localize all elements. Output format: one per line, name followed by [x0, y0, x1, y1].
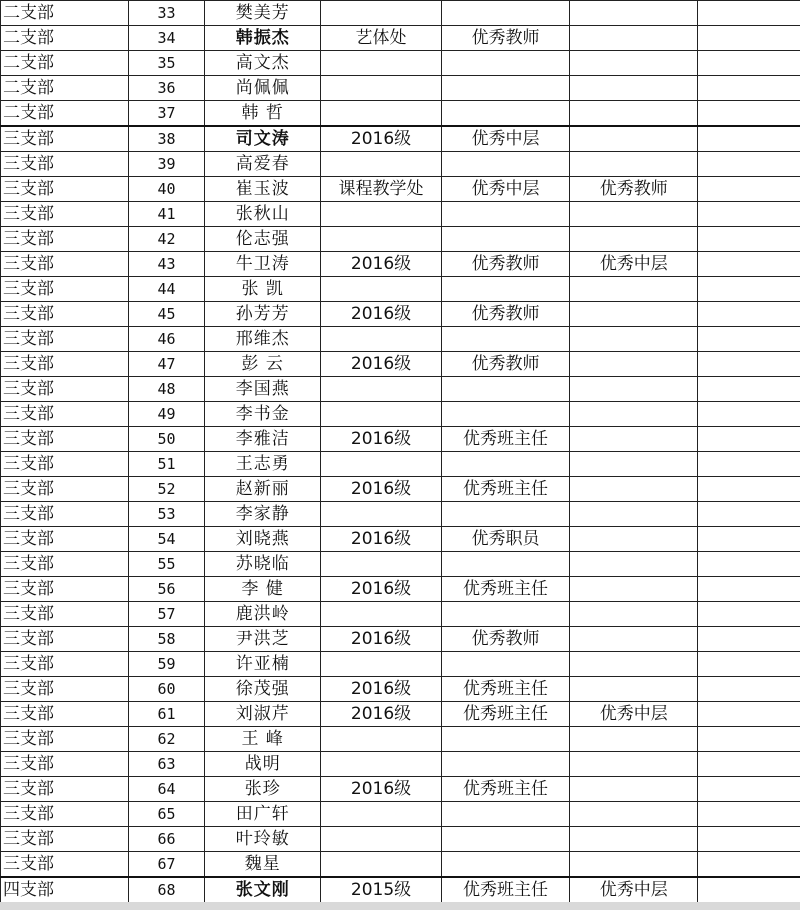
department-cell[interactable]: 三支部 [1, 302, 129, 327]
second-honor-cell[interactable] [570, 377, 698, 402]
number-cell[interactable]: 44 [128, 277, 204, 302]
unit-cell[interactable] [321, 101, 442, 127]
second-honor-cell[interactable] [570, 352, 698, 377]
honor-cell[interactable] [441, 452, 569, 477]
empty-cell[interactable] [698, 677, 800, 702]
unit-cell[interactable]: 2016级 [321, 627, 442, 652]
honor-cell[interactable]: 优秀中层 [441, 126, 569, 152]
second-honor-cell[interactable] [570, 677, 698, 702]
second-honor-cell[interactable] [570, 527, 698, 552]
number-cell[interactable]: 63 [128, 752, 204, 777]
second-honor-cell[interactable] [570, 752, 698, 777]
empty-cell[interactable] [698, 26, 800, 51]
name-cell[interactable]: 李雅洁 [205, 427, 321, 452]
empty-cell[interactable] [698, 602, 800, 627]
empty-cell[interactable] [698, 277, 800, 302]
name-cell[interactable]: 崔玉波 [205, 177, 321, 202]
number-cell[interactable]: 43 [128, 252, 204, 277]
empty-cell[interactable] [698, 752, 800, 777]
department-cell[interactable]: 三支部 [1, 452, 129, 477]
empty-cell[interactable] [698, 427, 800, 452]
empty-cell[interactable] [698, 302, 800, 327]
name-cell[interactable]: 王志勇 [205, 452, 321, 477]
department-cell[interactable]: 二支部 [1, 26, 129, 51]
honor-cell[interactable] [441, 51, 569, 76]
unit-cell[interactable] [321, 802, 442, 827]
number-cell[interactable]: 54 [128, 527, 204, 552]
unit-cell[interactable]: 2016级 [321, 777, 442, 802]
number-cell[interactable]: 59 [128, 652, 204, 677]
second-honor-cell[interactable] [570, 126, 698, 152]
number-cell[interactable]: 45 [128, 302, 204, 327]
empty-cell[interactable] [698, 652, 800, 677]
table-row [1, 802, 800, 827]
table-row [1, 602, 800, 627]
table-row [1, 402, 800, 427]
second-honor-cell[interactable] [570, 727, 698, 752]
unit-cell[interactable] [321, 152, 442, 177]
unit-cell[interactable] [321, 452, 442, 477]
honor-cell[interactable]: 优秀班主任 [441, 677, 569, 702]
number-cell[interactable]: 46 [128, 327, 204, 352]
second-honor-cell[interactable] [570, 502, 698, 527]
unit-cell[interactable] [321, 652, 442, 677]
name-cell[interactable]: 魏星 [205, 852, 321, 878]
unit-cell[interactable]: 2016级 [321, 527, 442, 552]
second-honor-cell[interactable] [570, 577, 698, 602]
number-cell[interactable]: 33 [128, 1, 204, 26]
second-honor-cell[interactable] [570, 777, 698, 802]
second-honor-cell[interactable] [570, 277, 698, 302]
department-cell[interactable]: 三支部 [1, 252, 129, 277]
honor-cell[interactable]: 优秀教师 [441, 252, 569, 277]
empty-cell[interactable] [698, 252, 800, 277]
table-row [1, 777, 800, 802]
honor-cell[interactable]: 优秀职员 [441, 527, 569, 552]
empty-cell[interactable] [698, 727, 800, 752]
name-cell[interactable]: 刘晓燕 [205, 527, 321, 552]
department-cell[interactable]: 三支部 [1, 627, 129, 652]
table-row [1, 177, 800, 202]
empty-cell[interactable] [698, 352, 800, 377]
department-cell[interactable]: 三支部 [1, 502, 129, 527]
department-cell[interactable]: 三支部 [1, 327, 129, 352]
table-row [1, 352, 800, 377]
honor-cell[interactable] [441, 802, 569, 827]
number-cell[interactable]: 38 [128, 126, 204, 152]
name-cell[interactable]: 张秋山 [205, 202, 321, 227]
honor-cell[interactable]: 优秀教师 [441, 627, 569, 652]
name-cell[interactable]: 牛卫涛 [205, 252, 321, 277]
empty-cell[interactable] [698, 177, 800, 202]
department-cell[interactable]: 三支部 [1, 602, 129, 627]
department-cell[interactable]: 三支部 [1, 152, 129, 177]
department-cell[interactable]: 三支部 [1, 277, 129, 302]
empty-cell[interactable] [698, 327, 800, 352]
unit-cell[interactable] [321, 602, 442, 627]
number-cell[interactable]: 36 [128, 76, 204, 101]
honor-cell[interactable]: 优秀班主任 [441, 477, 569, 502]
honor-cell[interactable]: 优秀班主任 [441, 777, 569, 802]
empty-cell[interactable] [698, 101, 800, 127]
honor-cell[interactable]: 优秀教师 [441, 352, 569, 377]
department-cell[interactable]: 三支部 [1, 802, 129, 827]
table-row [1, 727, 800, 752]
second-honor-cell[interactable] [570, 427, 698, 452]
honor-cell[interactable] [441, 152, 569, 177]
unit-cell[interactable]: 2016级 [321, 302, 442, 327]
honor-cell[interactable] [441, 277, 569, 302]
name-cell[interactable]: 邢维杰 [205, 327, 321, 352]
unit-cell[interactable] [321, 377, 442, 402]
honor-cell[interactable] [441, 552, 569, 577]
name-cell[interactable]: 樊美芳 [205, 1, 321, 26]
number-cell[interactable]: 47 [128, 352, 204, 377]
unit-cell[interactable] [321, 552, 442, 577]
name-cell[interactable]: 苏晓临 [205, 552, 321, 577]
empty-cell[interactable] [698, 126, 800, 152]
table-row [1, 752, 800, 777]
honor-cell[interactable]: 优秀中层 [441, 177, 569, 202]
second-honor-cell[interactable] [570, 827, 698, 852]
horizontal-scrollbar[interactable] [0, 902, 800, 910]
honor-cell[interactable] [441, 227, 569, 252]
department-cell[interactable]: 三支部 [1, 427, 129, 452]
unit-cell[interactable] [321, 827, 442, 852]
unit-cell[interactable] [321, 502, 442, 527]
table-row [1, 377, 800, 402]
name-cell[interactable]: 王 峰 [205, 727, 321, 752]
empty-cell[interactable] [698, 502, 800, 527]
unit-cell[interactable] [321, 327, 442, 352]
name-cell[interactable]: 赵新丽 [205, 477, 321, 502]
table-row [1, 302, 800, 327]
second-honor-cell[interactable] [570, 26, 698, 51]
table-row [1, 76, 800, 101]
second-honor-cell[interactable] [570, 852, 698, 878]
number-cell[interactable]: 64 [128, 777, 204, 802]
name-cell[interactable]: 战明 [205, 752, 321, 777]
number-cell[interactable]: 66 [128, 827, 204, 852]
unit-cell[interactable] [321, 727, 442, 752]
unit-cell[interactable]: 课程教学处 [321, 177, 442, 202]
honor-cell[interactable]: 优秀班主任 [441, 702, 569, 727]
name-cell[interactable]: 李家静 [205, 502, 321, 527]
table-row [1, 827, 800, 852]
second-honor-cell[interactable] [570, 302, 698, 327]
empty-cell[interactable] [698, 1, 800, 26]
unit-cell[interactable]: 2016级 [321, 677, 442, 702]
name-cell[interactable]: 张珍 [205, 777, 321, 802]
name-cell[interactable]: 刘淑芹 [205, 702, 321, 727]
empty-cell[interactable] [698, 452, 800, 477]
name-cell[interactable]: 李书金 [205, 402, 321, 427]
empty-cell[interactable] [698, 402, 800, 427]
table-row [1, 101, 800, 127]
name-cell[interactable]: 叶玲敏 [205, 827, 321, 852]
unit-cell[interactable] [321, 76, 442, 101]
number-cell[interactable]: 62 [128, 727, 204, 752]
second-honor-cell[interactable] [570, 652, 698, 677]
department-cell[interactable]: 三支部 [1, 527, 129, 552]
number-cell[interactable]: 58 [128, 627, 204, 652]
honor-cell[interactable]: 优秀班主任 [441, 427, 569, 452]
honor-cell[interactable]: 优秀班主任 [441, 877, 569, 903]
name-cell[interactable]: 李国燕 [205, 377, 321, 402]
number-cell[interactable]: 60 [128, 677, 204, 702]
second-honor-cell[interactable] [570, 152, 698, 177]
second-honor-cell[interactable] [570, 101, 698, 127]
unit-cell[interactable] [321, 227, 442, 252]
table-row [1, 627, 800, 652]
second-honor-cell[interactable]: 优秀中层 [570, 877, 698, 903]
table-row [1, 202, 800, 227]
unit-cell[interactable]: 艺体处 [321, 26, 442, 51]
number-cell[interactable]: 39 [128, 152, 204, 177]
table-row [1, 502, 800, 527]
department-cell[interactable]: 三支部 [1, 377, 129, 402]
empty-cell[interactable] [698, 777, 800, 802]
number-cell[interactable]: 37 [128, 101, 204, 127]
empty-cell[interactable] [698, 76, 800, 101]
department-cell[interactable]: 三支部 [1, 752, 129, 777]
number-cell[interactable]: 52 [128, 477, 204, 502]
department-cell[interactable]: 三支部 [1, 677, 129, 702]
table-row [1, 1, 800, 26]
empty-cell[interactable] [698, 552, 800, 577]
number-cell[interactable]: 51 [128, 452, 204, 477]
empty-cell[interactable] [698, 477, 800, 502]
unit-cell[interactable]: 2016级 [321, 577, 442, 602]
name-cell[interactable]: 张文刚 [205, 877, 321, 903]
empty-cell[interactable] [698, 202, 800, 227]
empty-cell[interactable] [698, 802, 800, 827]
honor-cell[interactable] [441, 76, 569, 101]
table-row [1, 527, 800, 552]
honor-cell[interactable] [441, 377, 569, 402]
number-cell[interactable]: 34 [128, 26, 204, 51]
second-honor-cell[interactable] [570, 552, 698, 577]
number-cell[interactable]: 53 [128, 502, 204, 527]
honor-cell[interactable]: 优秀教师 [441, 302, 569, 327]
name-cell[interactable]: 伦志强 [205, 227, 321, 252]
number-cell[interactable]: 50 [128, 427, 204, 452]
department-cell[interactable]: 三支部 [1, 777, 129, 802]
department-cell[interactable]: 三支部 [1, 352, 129, 377]
unit-cell[interactable] [321, 852, 442, 878]
second-honor-cell[interactable] [570, 51, 698, 76]
table-row [1, 227, 800, 252]
number-cell[interactable]: 57 [128, 602, 204, 627]
department-cell[interactable]: 三支部 [1, 552, 129, 577]
table-row [1, 277, 800, 302]
table-row [1, 877, 800, 903]
table-row [1, 427, 800, 452]
honor-cell[interactable] [441, 852, 569, 878]
second-honor-cell[interactable] [570, 227, 698, 252]
table-row [1, 126, 800, 152]
name-cell[interactable]: 孙芳芳 [205, 302, 321, 327]
department-cell[interactable]: 二支部 [1, 51, 129, 76]
table-row [1, 702, 800, 727]
name-cell[interactable]: 鹿洪岭 [205, 602, 321, 627]
unit-cell[interactable] [321, 277, 442, 302]
unit-cell[interactable]: 2016级 [321, 126, 442, 152]
number-cell[interactable]: 55 [128, 552, 204, 577]
empty-cell[interactable] [698, 702, 800, 727]
unit-cell[interactable]: 2016级 [321, 427, 442, 452]
honor-cell[interactable] [441, 101, 569, 127]
table-row [1, 552, 800, 577]
honor-cell[interactable] [441, 827, 569, 852]
number-cell[interactable]: 67 [128, 852, 204, 878]
unit-cell[interactable]: 2016级 [321, 352, 442, 377]
name-cell[interactable]: 彭 云 [205, 352, 321, 377]
name-cell[interactable]: 司文涛 [205, 126, 321, 152]
name-cell[interactable]: 韩 哲 [205, 101, 321, 127]
empty-cell[interactable] [698, 577, 800, 602]
honor-cell[interactable]: 优秀教师 [441, 26, 569, 51]
number-cell[interactable]: 48 [128, 377, 204, 402]
second-honor-cell[interactable] [570, 76, 698, 101]
name-cell[interactable]: 尚佩佩 [205, 76, 321, 101]
number-cell[interactable]: 42 [128, 227, 204, 252]
department-cell[interactable]: 三支部 [1, 126, 129, 152]
honor-cell[interactable] [441, 202, 569, 227]
honor-cell[interactable] [441, 727, 569, 752]
name-cell[interactable]: 韩振杰 [205, 26, 321, 51]
department-cell[interactable]: 三支部 [1, 227, 129, 252]
name-cell[interactable]: 高文杰 [205, 51, 321, 76]
second-honor-cell[interactable] [570, 627, 698, 652]
unit-cell[interactable]: 2015级 [321, 877, 442, 903]
second-honor-cell[interactable] [570, 402, 698, 427]
table-row [1, 26, 800, 51]
second-honor-cell[interactable]: 优秀中层 [570, 702, 698, 727]
department-cell[interactable]: 三支部 [1, 177, 129, 202]
unit-cell[interactable]: 2016级 [321, 252, 442, 277]
table-row [1, 452, 800, 477]
department-cell[interactable]: 三支部 [1, 652, 129, 677]
table-row [1, 327, 800, 352]
department-cell[interactable]: 三支部 [1, 477, 129, 502]
table-row [1, 577, 800, 602]
second-honor-cell[interactable] [570, 452, 698, 477]
department-cell[interactable]: 三支部 [1, 827, 129, 852]
empty-cell[interactable] [698, 152, 800, 177]
number-cell[interactable]: 68 [128, 877, 204, 903]
name-cell[interactable]: 高爱春 [205, 152, 321, 177]
name-cell[interactable]: 田广轩 [205, 802, 321, 827]
table-row [1, 652, 800, 677]
second-honor-cell[interactable]: 优秀教师 [570, 177, 698, 202]
name-cell[interactable]: 张 凯 [205, 277, 321, 302]
empty-cell[interactable] [698, 51, 800, 76]
second-honor-cell[interactable] [570, 1, 698, 26]
empty-cell[interactable] [698, 852, 800, 878]
unit-cell[interactable]: 2016级 [321, 477, 442, 502]
unit-cell[interactable] [321, 752, 442, 777]
table-row [1, 252, 800, 277]
department-cell[interactable]: 四支部 [1, 877, 129, 903]
name-cell[interactable]: 许亚楠 [205, 652, 321, 677]
empty-cell[interactable] [698, 377, 800, 402]
honor-cell[interactable] [441, 752, 569, 777]
number-cell[interactable]: 49 [128, 402, 204, 427]
department-cell[interactable]: 三支部 [1, 577, 129, 602]
number-cell[interactable]: 40 [128, 177, 204, 202]
table-row [1, 51, 800, 76]
table-row [1, 852, 800, 878]
honor-cell[interactable] [441, 602, 569, 627]
number-cell[interactable]: 35 [128, 51, 204, 76]
number-cell[interactable]: 56 [128, 577, 204, 602]
unit-cell[interactable] [321, 51, 442, 76]
empty-cell[interactable] [698, 877, 800, 903]
empty-cell[interactable] [698, 627, 800, 652]
roster-table-body [1, 1, 800, 903]
unit-cell[interactable]: 2016级 [321, 702, 442, 727]
department-cell[interactable]: 二支部 [1, 101, 129, 127]
table-row [1, 477, 800, 502]
unit-cell[interactable] [321, 202, 442, 227]
table-row [1, 152, 800, 177]
honor-cell[interactable] [441, 1, 569, 26]
honor-cell[interactable] [441, 652, 569, 677]
name-cell[interactable]: 徐茂强 [205, 677, 321, 702]
empty-cell[interactable] [698, 527, 800, 552]
department-cell[interactable]: 三支部 [1, 702, 129, 727]
department-cell[interactable]: 二支部 [1, 76, 129, 101]
unit-cell[interactable] [321, 402, 442, 427]
department-cell[interactable]: 三支部 [1, 727, 129, 752]
honor-cell[interactable] [441, 327, 569, 352]
number-cell[interactable]: 65 [128, 802, 204, 827]
honor-cell[interactable] [441, 502, 569, 527]
name-cell[interactable]: 李 健 [205, 577, 321, 602]
department-cell[interactable]: 三支部 [1, 202, 129, 227]
table-row [1, 677, 800, 702]
number-cell[interactable]: 41 [128, 202, 204, 227]
department-cell[interactable]: 三支部 [1, 402, 129, 427]
department-cell[interactable]: 三支部 [1, 852, 129, 878]
second-honor-cell[interactable] [570, 802, 698, 827]
second-honor-cell[interactable] [570, 327, 698, 352]
second-honor-cell[interactable]: 优秀中层 [570, 252, 698, 277]
department-cell[interactable]: 二支部 [1, 1, 129, 26]
empty-cell[interactable] [698, 827, 800, 852]
empty-cell[interactable] [698, 227, 800, 252]
second-honor-cell[interactable] [570, 602, 698, 627]
number-cell[interactable]: 61 [128, 702, 204, 727]
honor-cell[interactable]: 优秀班主任 [441, 577, 569, 602]
unit-cell[interactable] [321, 1, 442, 26]
name-cell[interactable]: 尹洪芝 [205, 627, 321, 652]
honor-cell[interactable] [441, 402, 569, 427]
second-honor-cell[interactable] [570, 477, 698, 502]
second-honor-cell[interactable] [570, 202, 698, 227]
